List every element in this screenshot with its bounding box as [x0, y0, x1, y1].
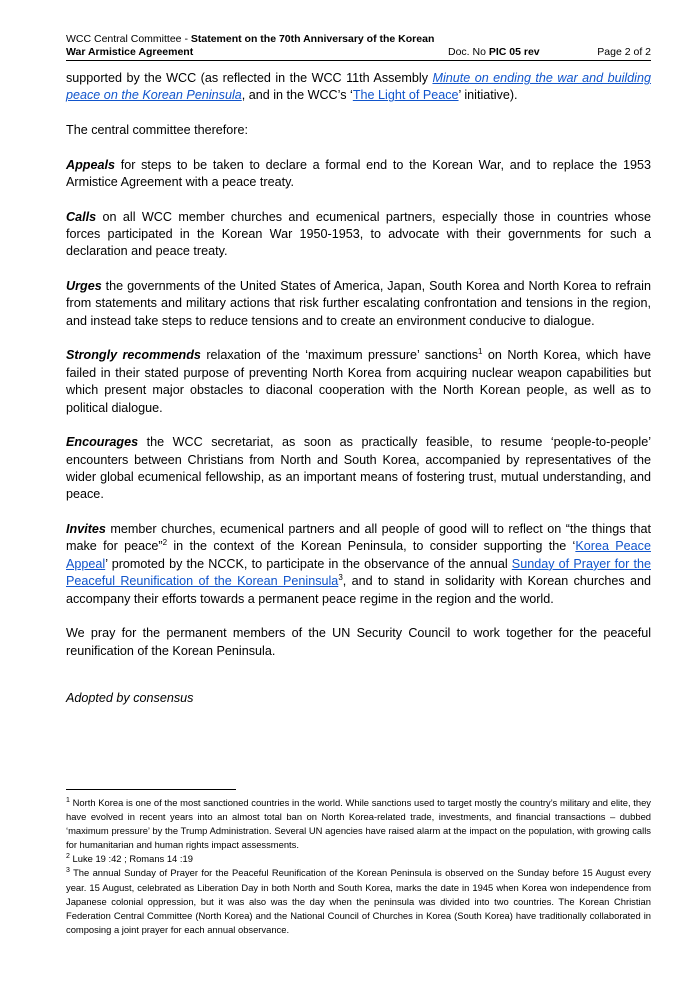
urges-text: the governments of the United States of America, Japan, South Korea and North Korea to refrain from statements and military actions that risk further escalating confrontation and tensions in the region, and instead take steps to reduce tensions and to create an environment conducive to dialogue. — [66, 279, 651, 328]
pray-paragraph: We pray for the permanent members of the UN Security Council to work together for the peaceful reunification of the Korean Peninsula. — [66, 626, 651, 658]
appeals-text: for steps to be taken to declare a formal end to the Korean War, and to replace the 1953 Armistice Agreement with a peace treaty. — [66, 157, 651, 189]
recommends-paragraph — [66, 347, 651, 417]
footnote-number: 3 — [66, 867, 70, 875]
footnote-number: 2 — [66, 853, 70, 861]
assembly-minute-link[interactable]: Minute on ending the war and building peace on the Korean Peninsula — [66, 71, 651, 103]
sunday-of-prayer-link[interactable]: Sunday of Prayer for the Peaceful Reunification of the Korean Peninsula — [66, 556, 651, 589]
doc-number-prefix: Doc. No — [448, 46, 486, 58]
appeals-keyword: Appeals — [66, 157, 115, 172]
header-title-line2: War Armistice Agreement — [66, 46, 194, 58]
footnote-text: The annual Sunday of Prayer for the Peaceful Reunification of the Korean Peninsula is observed on the Sunday before 15 August every year. 15 August, celebrated as Liberation Day in both North and South Korea, marks the date in 1945 when Korea won independence from Japanese colonial oppression, but it was also was the day when the peninsula was divided into two countries. The Korean Christian Federation Central Committee (North Korea) and the National Council of Churches in Korea (South Korea) have traditionally collaborated in composing a joint prayer for each annual observance. — [66, 867, 651, 935]
footnotes — [66, 796, 651, 937]
urges-paragraph — [66, 278, 651, 330]
invites-text-4: , and to stand in solidarity with Korean churches and accompany their efforts towards a permanent peace regime in the region and the world. — [66, 574, 651, 606]
therefore-paragraph: The central committee therefore: — [66, 123, 248, 137]
header-line-2 — [66, 46, 651, 59]
calls-text: on all WCC member churches and ecumenical partners, especially those in countries whose forces participated in the Korean War 1950-1953, to advocate with their governments for such a declaration and peace treaty. — [66, 209, 651, 259]
invites-text-2: in the context of the Korean Peninsula, to consider supporting the ‘ — [167, 539, 576, 554]
recommends-text-2: on North Korea, which have failed in their stated purpose of preventing North Korea from acquiring nuclear weapon capabilities but which present major obstacles to diaconal cooperation with the North Korean people, as well as to political dialogue. — [66, 348, 652, 415]
intro-text-1: supported by the WCC (as reflected in the WCC 11th Assembly — [66, 71, 433, 85]
header-title-line1: Statement on the 70th Anniversary of the Korean — [190, 33, 435, 45]
calls-paragraph — [66, 209, 651, 261]
footnote-2 — [66, 852, 651, 866]
page-header — [66, 33, 651, 61]
document-body — [66, 70, 651, 725]
footnote-ref-1[interactable]: 1 — [478, 347, 483, 357]
header-org: WCC Central Committee - — [66, 33, 188, 45]
doc-number-value: PIC 05 rev — [488, 46, 540, 58]
page-number: Page 2 of 2 — [597, 46, 651, 58]
light-of-peace-link[interactable]: The Light of Peace — [352, 88, 459, 103]
invites-keyword: Invites — [66, 522, 106, 537]
doc-number — [448, 46, 579, 59]
encourages-keyword: Encourages — [66, 435, 139, 450]
header-line-1 — [66, 33, 651, 46]
invites-paragraph — [66, 521, 651, 608]
invites-text-3: ’ promoted by the NCCK, to participate in the observance of the annual — [105, 556, 512, 571]
footnote-separator — [66, 789, 236, 790]
urges-keyword: Urges — [66, 279, 102, 293]
appeals-paragraph — [66, 157, 651, 192]
footnote-ref-2[interactable]: 2 — [162, 538, 168, 548]
footnote-ref-3[interactable]: 3 — [338, 573, 343, 583]
footnote-text: Luke 19 :42 ; Romans 14 :19 — [69, 853, 193, 865]
footnote-text: North Korea is one of the most sanctioned countries in the world. While sanctions used to target mostly the country’s military and elite, they have evolved in recent years into an almost total ban on North Korea-related trade, investments, and financial transactions – dubbed ‘maximum pressure’ by the Trump Administration. Several UN agencies have raised alarm at the impact on the population, with growing calls for humanitarian and human rights impact assessments. — [66, 797, 651, 851]
calls-keyword: Calls — [66, 209, 97, 224]
intro-text-3: ’ initiative). — [458, 88, 518, 103]
footnote-1 — [66, 796, 651, 852]
recommends-keyword: Strongly recommends — [66, 348, 201, 363]
intro-text-2: , and in the WCC’s ‘ — [241, 88, 353, 103]
intro-paragraph — [66, 70, 651, 105]
recommends-text-1: relaxation of the ‘maximum pressure’ sanctions — [200, 348, 478, 363]
invites-text-1: member churches, ecumenical partners and all people of good will to reflect on “the things that make for peace” — [66, 522, 651, 554]
encourages-paragraph — [66, 434, 651, 504]
korea-peace-appeal-link[interactable]: Korea Peace Appeal — [66, 539, 651, 571]
footnote-3 — [66, 866, 651, 936]
adopted-by-consensus: Adopted by consensus — [66, 691, 194, 706]
footnote-number: 1 — [66, 796, 70, 804]
encourages-text: the WCC secretariat, as soon as practically feasible, to resume ‘people-to-people’ encounters between Christians from North and South Korea, accompanied by representatives of the wider global ecumenical fellowship, as an important means of fostering trust, mutual understanding, and peace. — [66, 435, 651, 502]
